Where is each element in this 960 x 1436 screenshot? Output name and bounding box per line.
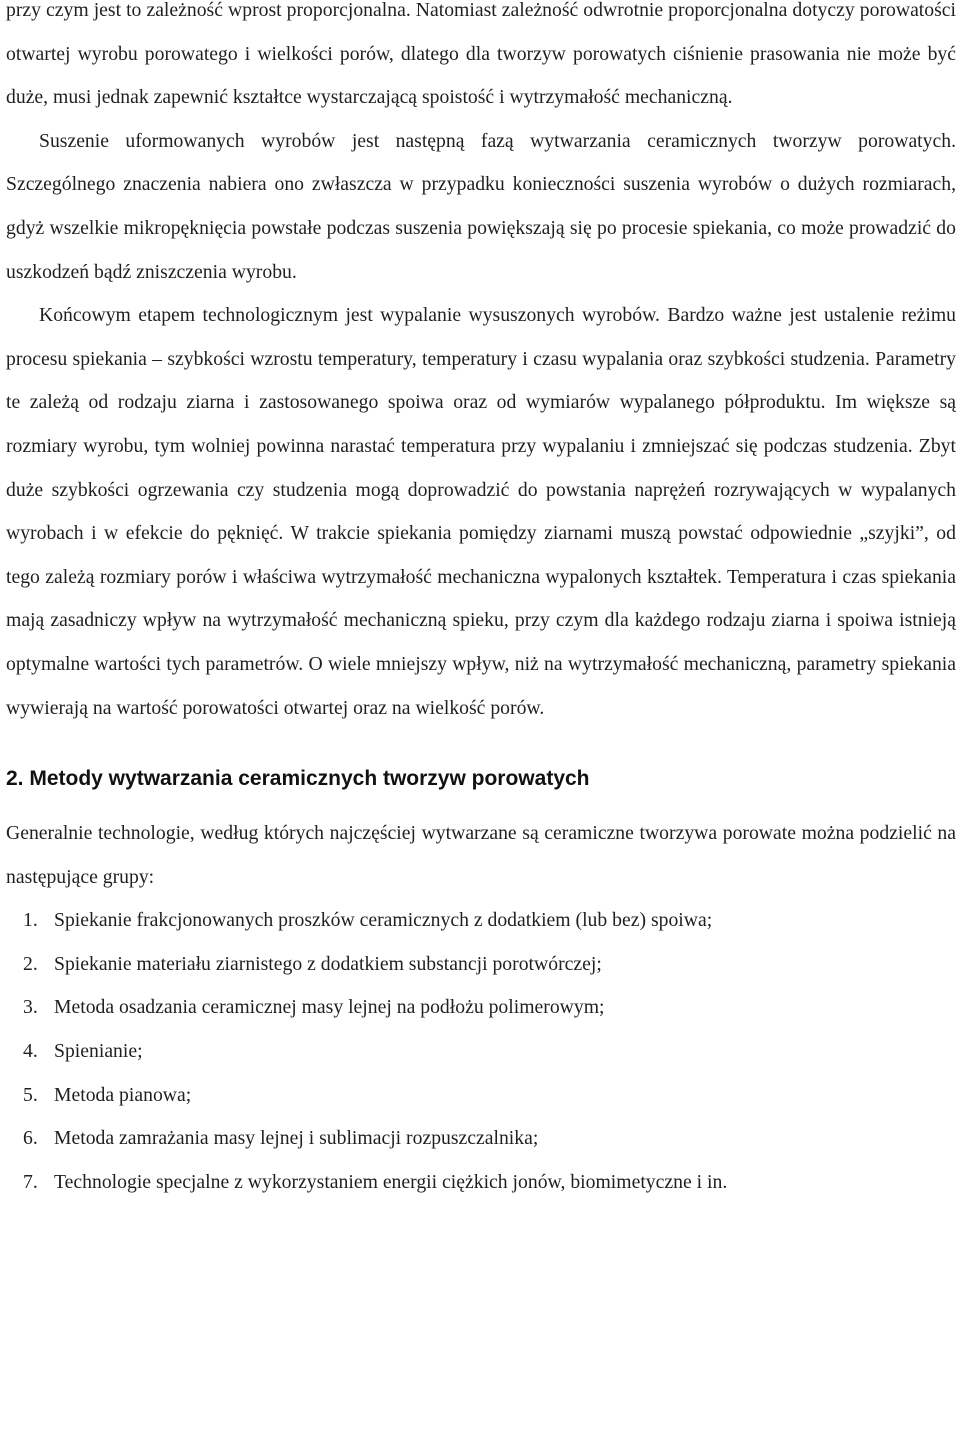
list-item [6, 1117, 956, 1161]
methods-list [6, 899, 956, 1204]
paragraph-drying: Suszenie uformowanych wyrobów jest następną fazą wytwarzania ceramicznych tworzyw porowatych. Szczególnego znaczenia nabiera ono zwłaszcza w przypadku konieczności suszenia wyrobów o dużych rozmiarach, gdyż wszelkie mikropęknięcia powstałe podczas suszenia powiększają się po procesie spiekania, co może prowadzić do uszkodzeń bądź zniszczenia wyrobu. [6, 129, 956, 283]
document-page [6, 0, 956, 1204]
list-item [6, 899, 956, 943]
paragraph-firing: Końcowym etapem technologicznym jest wypalanie wysuszonych wyrobów. Bardzo ważne jest ustalenie reżimu procesu spiekania – szybkości wzrostu temperatury, temperatury i czasu wypalania oraz szybkości studzenia. Parametry te zależą od rodzaju ziarna i zastosowanego spoiwa oraz od wymiarów wypalanego półproduktu. Im większe są rozmiary wyrobu, tym wolniej powinna narastać temperatura przy wypalaniu i zmniejszać się podczas studzenia. Zbyt duże szybkości ogrzewania czy studzenia mogą doprowadzić do powstania naprężeń rozrywających w wypalanych wyrobach i w efekcie do pęknięć. W trakcie spiekania pomiędzy ziarnami muszą powstać odpowiednie „szyjki”, od tego zależą rozmiary porów i właściwa wytrzymałość mechaniczna wypalonych kształtek. Temperatura i czas spiekania mają zasadniczy wpływ na wytrzymałość mechaniczną spieku, przy czym dla każdego rodzaju ziarna i spoiwa istnieją optymalne wartości tych parametrów. O wiele mniejszy wpływ, niż na wytrzymałość mechaniczną, parametry spiekania wywierają na wartość porowatości otwartej oraz na wielkość porów. [6, 304, 956, 719]
list-item [6, 1074, 956, 1118]
list-item [6, 1161, 956, 1205]
list-item-text: Metoda zamrażania masy lejnej i sublimacji rozpuszczalnika; [54, 1127, 539, 1150]
list-item-text: Spiekanie frakcjonowanych proszków ceramicznych z dodatkiem (lub bez) spoiwa; [54, 909, 713, 932]
paragraph-pressing: przy czym jest to zależność wprost proporcjonalna. Natomiast zależność odwrotnie proporcjonalna dotyczy porowatości otwartej wyrobu porowatego i wielkości porów, dlatego dla tworzyw porowatych ciśnienie prasowania nie może być duże, musi jednak zapewnić kształtce wystarczającą spoistość i wytrzymałość mechaniczną. [6, 0, 956, 109]
list-item-number: 6. [23, 1127, 38, 1150]
list-item-text: Technologie specjalne z wykorzystaniem energii ciężkich jonów, biomimetyczne i in. [54, 1170, 728, 1193]
list-item-text: Spiekanie materiału ziarnistego z dodatkiem substancji porotwórczej; [54, 952, 602, 975]
list-item-number: 7. [23, 1170, 38, 1193]
list-item-number: 2. [23, 952, 38, 975]
list-item-number: 5. [23, 1083, 38, 1106]
section-heading: 2. Metody wytwarzania ceramicznych tworzyw porowatych [6, 767, 590, 791]
section-intro: Generalnie technologie, według których najczęściej wytwarzane są ceramiczne tworzywa porowate można podzielić na następujące grupy: [6, 822, 956, 888]
list-item-text: Metoda pianowa; [54, 1083, 192, 1106]
list-item-number: 4. [23, 1040, 38, 1063]
list-item [6, 1030, 956, 1074]
list-item [6, 986, 956, 1030]
list-item-number: 3. [23, 996, 38, 1019]
list-item-text: Spienianie; [54, 1040, 143, 1063]
list-item-number: 1. [23, 909, 38, 932]
list-item-text: Metoda osadzania ceramicznej masy lejnej na podłożu polimerowym; [54, 996, 605, 1019]
list-item [6, 943, 956, 987]
